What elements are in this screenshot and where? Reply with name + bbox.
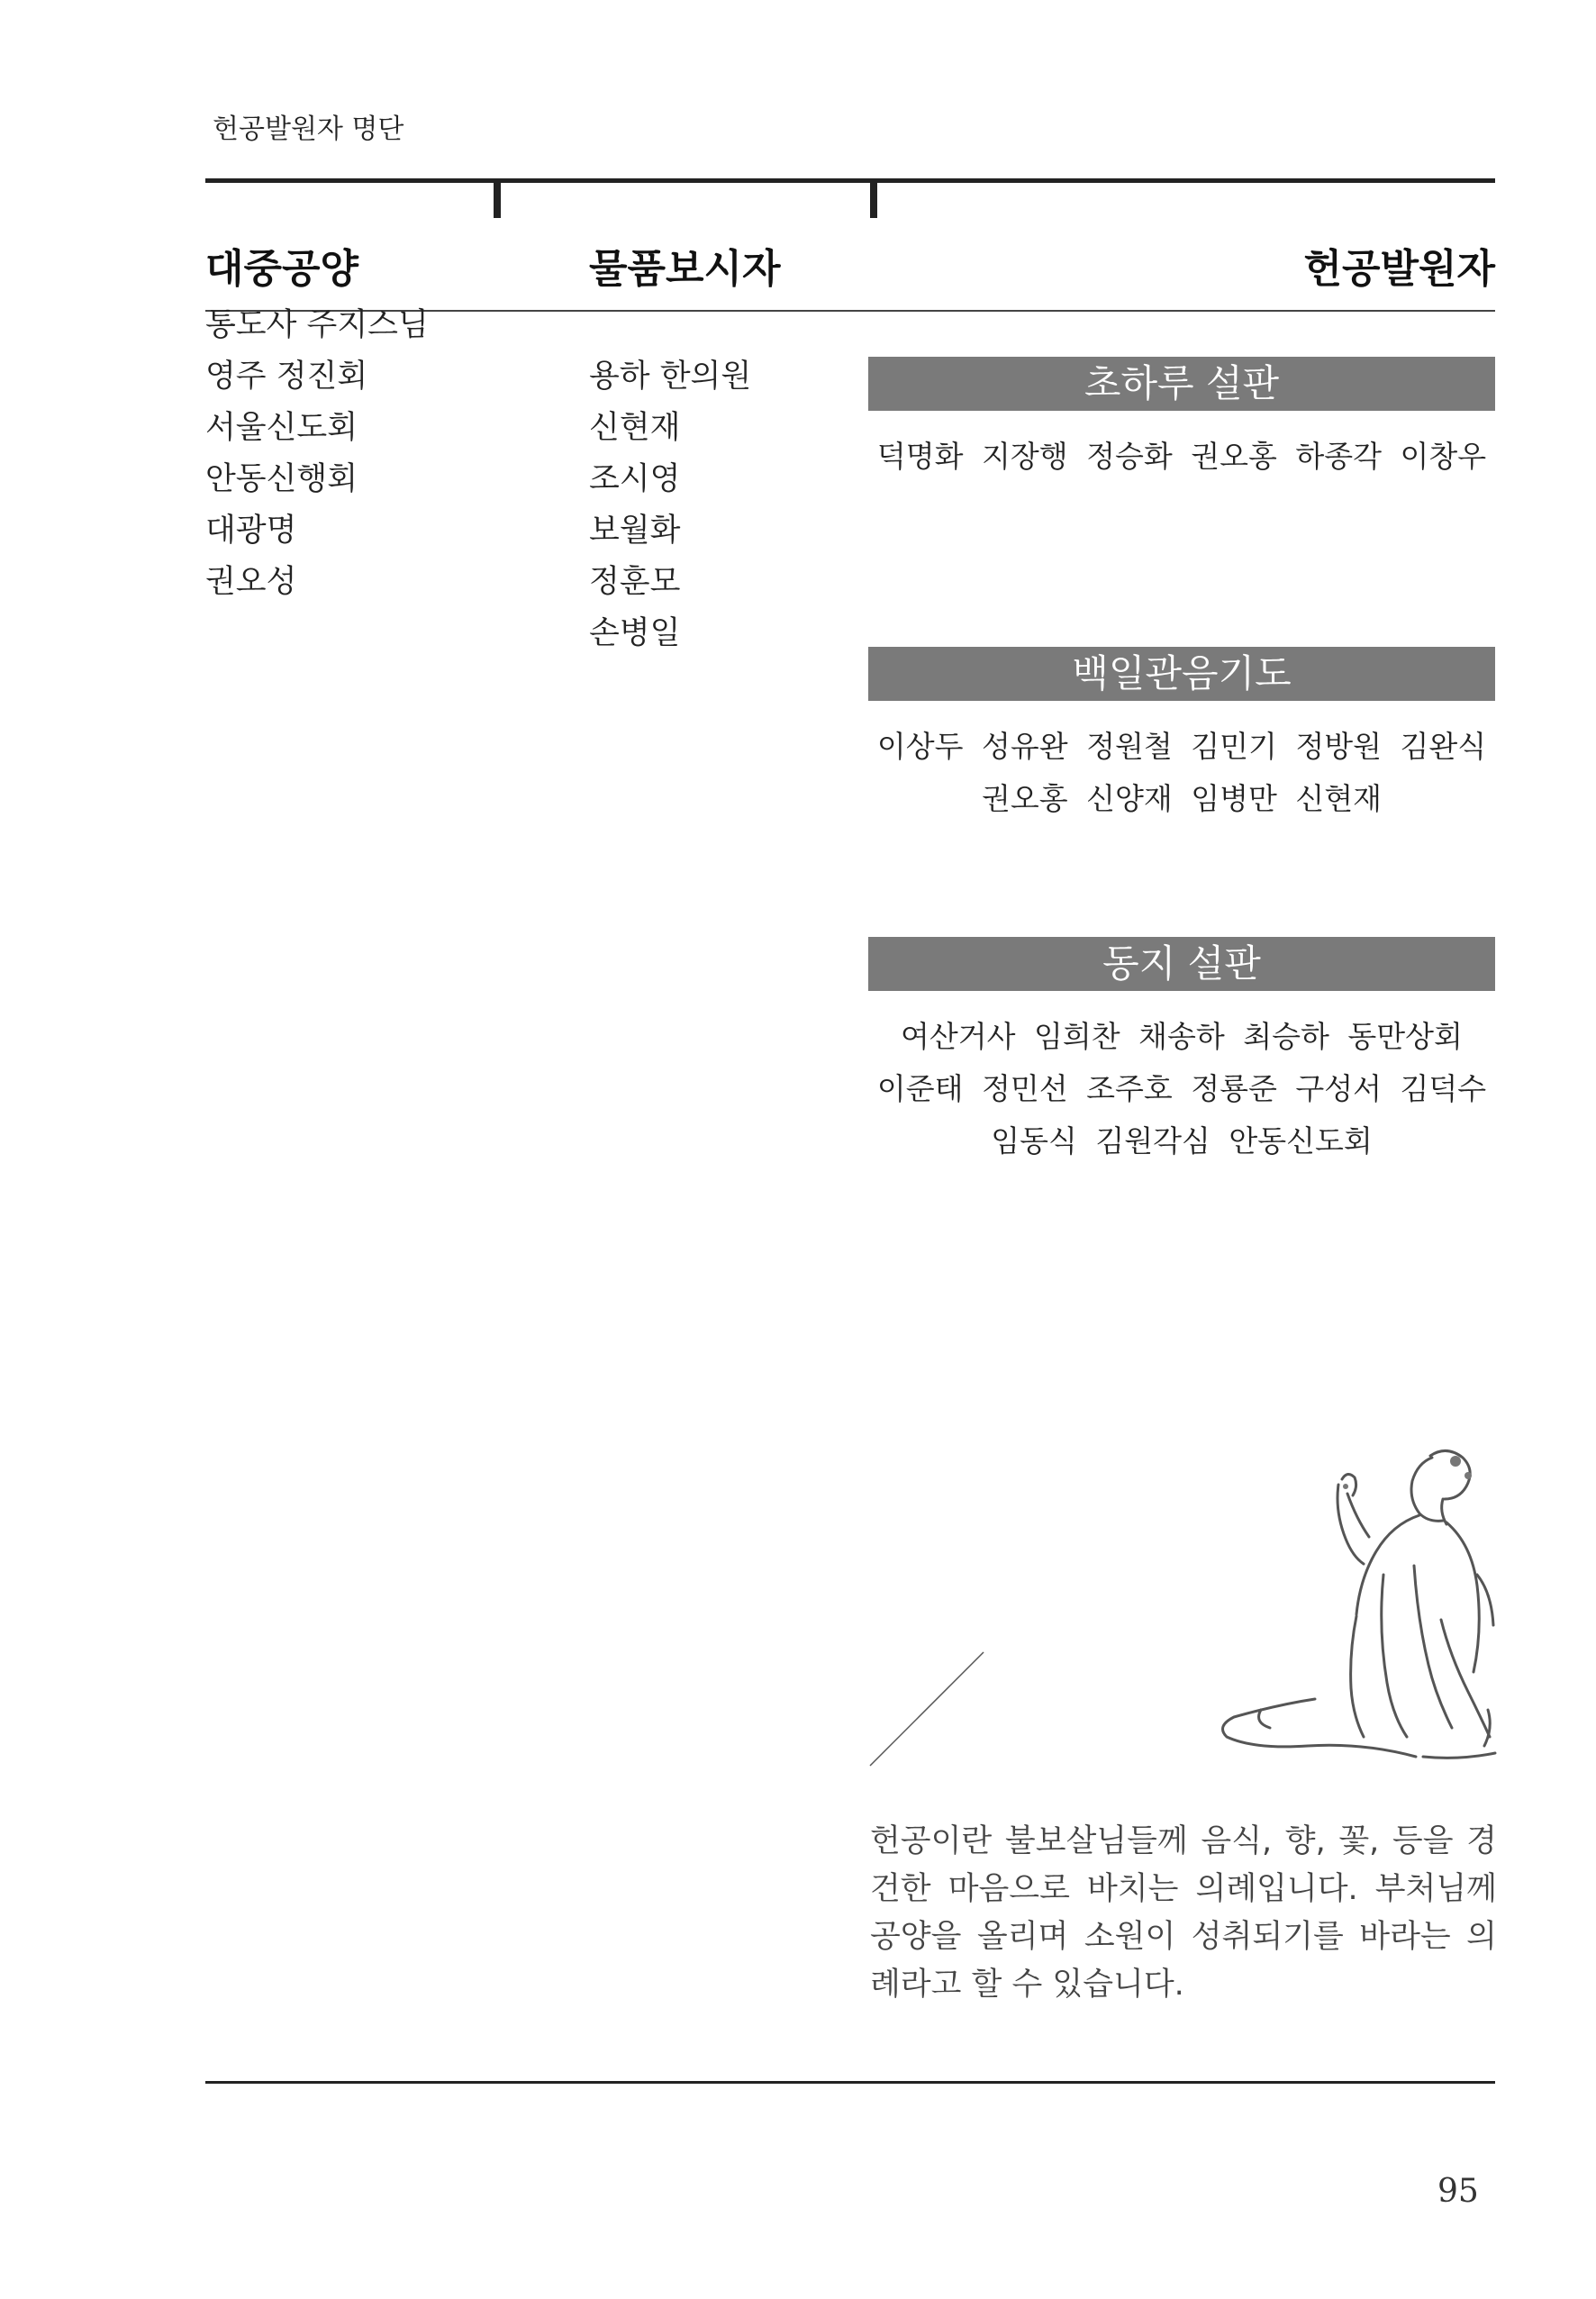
list-item: 권오성: [205, 564, 297, 600]
bottom-rule: [205, 2081, 1495, 2084]
section-names-winter-solstice: [868, 1011, 1495, 1168]
names-line: 여산거사 임희찬 채송하 최승하 동만상회: [901, 1019, 1463, 1054]
donors-list: [589, 351, 751, 659]
section-title-winter-solstice: 동지 설판: [868, 937, 1495, 991]
column-divider-tick: [870, 178, 877, 218]
names-line: 이준태 정민선 조주호 정룡준 구성서 김덕수: [876, 1071, 1487, 1106]
list-item: 용하 한의원: [589, 359, 752, 395]
praying-monk-icon: [1207, 1440, 1504, 1773]
section-names-hundred-day-prayer: [868, 721, 1495, 825]
running-title: 헌공발원자 명단: [213, 114, 404, 145]
offering-description: 헌공이란 불보살님들께 음식, 향, 꽃, 등을 경건한 마음으로 바치는 의례입니다. 부처님께 공양을 올리며 소원이 성취되기를 바라는 의례라고 할 수 있습니다.: [870, 1823, 1497, 2003]
mass-offering-list: [205, 300, 429, 608]
column-title-donors: 물품보시자: [589, 246, 781, 292]
decorative-slash: [868, 1650, 985, 1767]
page-number: 95: [1437, 2173, 1479, 2210]
list-item: 신현재: [589, 410, 681, 446]
column-divider-tick: [494, 178, 501, 218]
section-title-first-day: 초하루 설판: [868, 357, 1495, 411]
list-item: 영주 정진회: [205, 359, 368, 395]
list-item: 서울신도회: [205, 410, 358, 446]
list-item: 안동신행회: [205, 461, 358, 497]
column-title-offering-vow: 헌공발원자: [1303, 246, 1495, 292]
list-item: 조시영: [589, 461, 681, 497]
names-line: 이상두 성유완 정원철 김민기 정방원 김완식: [876, 729, 1487, 764]
list-item: 정훈모: [589, 564, 681, 600]
names-line: 덕명화 지장행 정승화 권오홍 하종각 이창우: [876, 439, 1487, 474]
list-item: 보월화: [589, 513, 681, 549]
names-line: 권오홍 신양재 임병만 신현재: [981, 781, 1382, 816]
section-title-hundred-day-prayer: 백일관음기도: [868, 647, 1495, 701]
column-title-mass-offering: 대중공양: [205, 246, 359, 292]
list-item: 손병일: [589, 615, 681, 651]
section-names-first-day: [868, 431, 1495, 483]
list-item: 통도사 주지스님: [205, 307, 429, 343]
list-item: 대광명: [205, 513, 297, 549]
top-rule: [205, 178, 1495, 183]
names-line: 임동식 김원각심 안동신도회: [991, 1123, 1373, 1159]
